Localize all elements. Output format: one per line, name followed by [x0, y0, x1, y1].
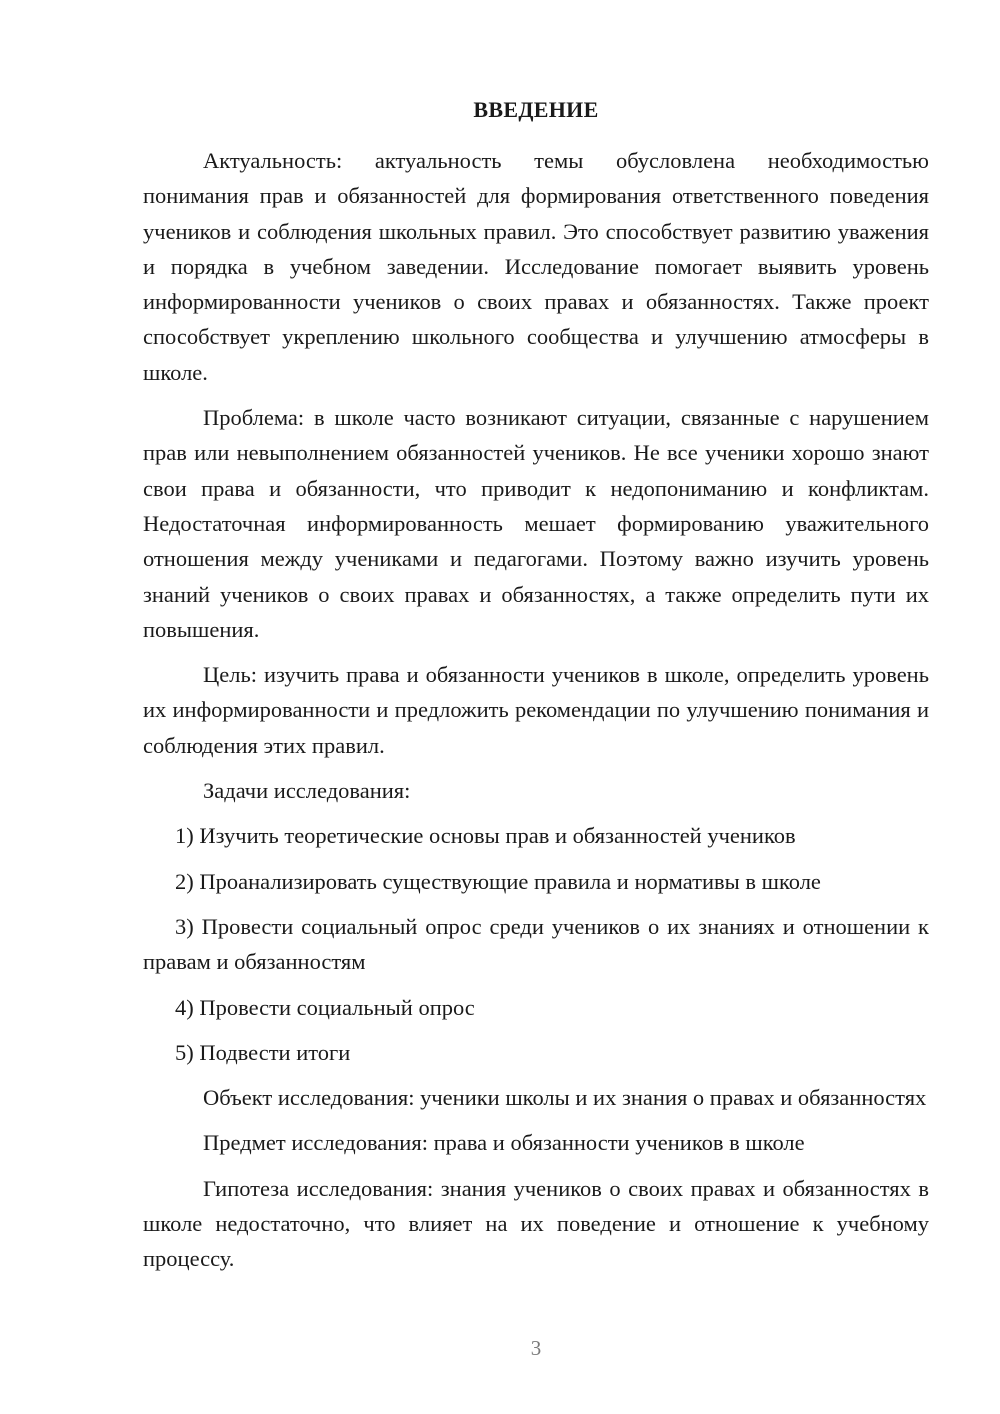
task-item-2: 2) Проанализировать существующие правила и нормативы в школе	[175, 868, 821, 894]
paragraph-hypothesis: Гипотеза исследования: знания учеников о своих правах и обязанностях в школе недостаточно, что влияет на их поведение и отношение к учебному процессу.	[143, 1175, 929, 1272]
paragraph-subject: Предмет исследования: права и обязанности учеников в школе	[203, 1130, 805, 1156]
page-title: ВВЕДЕНИЕ	[473, 97, 599, 122]
task-item-1: 1) Изучить теоретические основы прав и обязанностей учеников	[175, 823, 796, 849]
paragraph-object: Объект исследования: ученики школы и их знания о правах и обязанностях	[203, 1085, 927, 1111]
task-item-5: 5) Подвести итоги	[175, 1039, 351, 1065]
document-body	[143, 143, 929, 1287]
paragraph-relevance: Актуальность: актуальность темы обусловлена необходимостью понимания прав и обязанностей для формирования ответственного поведения учеников и соблюдения школьных правил. Это способствует развитию уважения и порядка в учебном заведении. Исследование помогает выявить уровень информированности учеников о своих правах и обязанностях. Также проект способствует укреплению школьного сообщества и улучшению атмосферы в школе.	[143, 148, 929, 385]
task-item-4: 4) Провести социальный опрос	[175, 994, 475, 1020]
paragraph-problem: Проблема: в школе часто возникают ситуации, связанные с нарушением прав или невыполнением обязанностей учеников. Не все ученики хорошо знают свои права и обязанности, что приводит к недопониманию и конфликтам. Недостаточная информированность мешает формированию уважительного отношения между учениками и педагогами. Поэтому важно изучить уровень знаний учеников о своих правах и обязанностях, а также определить пути их повышения.	[143, 405, 929, 642]
page-number: 3	[530, 1336, 542, 1360]
paragraph-goal: Цель: изучить права и обязанности учеников в школе, определить уровень их информированности и предложить рекомендации по улучшению понимания и соблюдения этих правил.	[143, 662, 929, 758]
task-item-3: 3) Провести социальный опрос среди учеников о их знаниях и отношении к правам и обязанностям	[143, 913, 929, 975]
paragraph-tasks-heading: Задачи исследования:	[203, 778, 411, 804]
